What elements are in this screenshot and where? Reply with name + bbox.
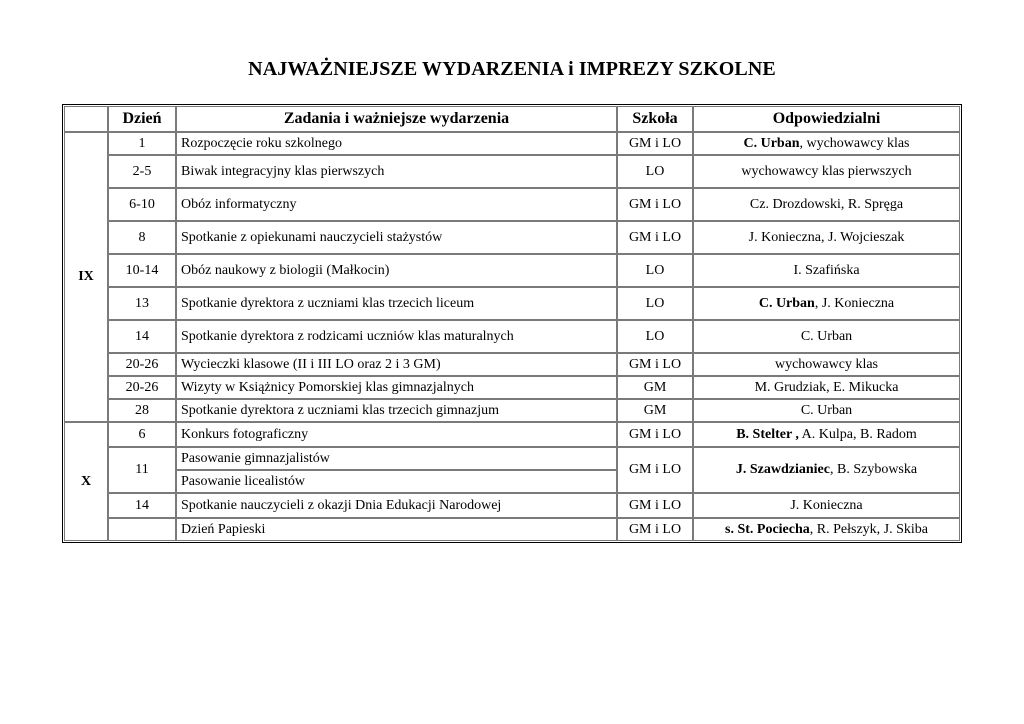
events-table-grid bbox=[64, 106, 960, 541]
page-title: NAJWAŻNIEJSZE WYDARZENIA i IMPREZY SZKOLNE bbox=[248, 58, 776, 80]
table-row bbox=[64, 320, 960, 353]
day-cell: 6-10 bbox=[108, 188, 176, 221]
day-cell: 14 bbox=[108, 320, 176, 353]
table-header-row bbox=[64, 106, 960, 132]
responsible-cell bbox=[693, 287, 960, 320]
responsible-rest: wychowawcy klas pierwszych bbox=[741, 163, 912, 179]
table-row bbox=[64, 353, 960, 376]
school-cell: LO bbox=[617, 155, 693, 188]
table-row bbox=[64, 188, 960, 221]
task-cell: Dzień Papieski bbox=[176, 518, 617, 541]
responsible-rest: I. Szafińska bbox=[793, 262, 860, 278]
school-cell: GM bbox=[617, 399, 693, 422]
responsible-cell bbox=[693, 447, 960, 493]
task-cell: Wycieczki klasowe (II i III LO oraz 2 i 3 GM) bbox=[176, 353, 617, 376]
table-row bbox=[64, 447, 960, 470]
day-cell: 10-14 bbox=[108, 254, 176, 287]
day-cell: 8 bbox=[108, 221, 176, 254]
task-cell: Rozpoczęcie roku szkolnego bbox=[176, 132, 617, 155]
events-table bbox=[62, 104, 962, 543]
responsible-rest: Cz. Drozdowski, R. Spręga bbox=[749, 196, 904, 212]
responsible-cell bbox=[693, 254, 960, 287]
school-cell: GM i LO bbox=[617, 132, 693, 155]
responsible-cell bbox=[693, 376, 960, 399]
responsible-cell bbox=[693, 221, 960, 254]
responsible-cell bbox=[693, 493, 960, 518]
task-cell: Biwak integracyjny klas pierwszych bbox=[176, 155, 617, 188]
month-cell-ix: IX bbox=[64, 132, 108, 422]
task-cell: Spotkanie dyrektora z uczniami klas trzecich liceum bbox=[176, 287, 617, 320]
table-row bbox=[64, 399, 960, 422]
school-cell: GM i LO bbox=[617, 188, 693, 221]
task-cell: Spotkanie z opiekunami nauczycieli stażystów bbox=[176, 221, 617, 254]
responsible-rest: , B. Szybowska bbox=[829, 462, 918, 477]
day-cell: 20-26 bbox=[108, 353, 176, 376]
task-cell: Pasowanie licealistów bbox=[176, 470, 617, 493]
responsible-rest: , J. Konieczna bbox=[814, 295, 895, 311]
school-cell: GM bbox=[617, 376, 693, 399]
task-cell: Konkurs fotograficzny bbox=[176, 422, 617, 447]
table-row bbox=[64, 132, 960, 155]
responsible-rest: , R. Pełszyk, J. Skiba bbox=[809, 521, 928, 537]
day-cell: 1 bbox=[108, 132, 176, 155]
month-cell-x: X bbox=[64, 422, 108, 541]
header-responsible: Odpowiedzialni bbox=[693, 106, 960, 132]
responsible-rest: J. Konieczna bbox=[790, 497, 863, 513]
responsible-rest: J. Konieczna, J. Wojcieszak bbox=[748, 229, 905, 245]
responsible-bold: J. Szawdzianiec bbox=[735, 462, 830, 477]
day-cell: 11 bbox=[108, 447, 176, 493]
task-cell: Pasowanie gimnazjalistów bbox=[176, 447, 617, 470]
task-cell: Spotkanie dyrektora z rodzicami uczniów klas maturalnych bbox=[176, 320, 617, 353]
responsible-cell bbox=[693, 399, 960, 422]
responsible-cell bbox=[693, 320, 960, 353]
responsible-rest: M. Grudziak, E. Mikucka bbox=[754, 379, 899, 395]
responsible-cell bbox=[693, 155, 960, 188]
task-cell: Spotkanie dyrektora z uczniami klas trzecich gimnazjum bbox=[176, 399, 617, 422]
responsible-rest: , wychowawcy klas bbox=[799, 135, 910, 151]
responsible-bold: s. St. Pociecha bbox=[725, 521, 810, 537]
school-cell: GM i LO bbox=[617, 493, 693, 518]
school-cell: GM i LO bbox=[617, 447, 693, 493]
responsible-cell bbox=[693, 518, 960, 541]
task-cell: Obóz naukowy z biologii (Małkocin) bbox=[176, 254, 617, 287]
school-cell: LO bbox=[617, 254, 693, 287]
header-school: Szkoła bbox=[617, 106, 693, 132]
responsible-bold: C. Urban bbox=[758, 295, 815, 311]
school-cell: GM i LO bbox=[617, 422, 693, 447]
responsible-cell bbox=[693, 132, 960, 155]
school-cell: LO bbox=[617, 287, 693, 320]
day-cell: 6 bbox=[108, 422, 176, 447]
responsible-bold: B. Stelter , bbox=[736, 426, 799, 442]
header-day: Dzień bbox=[108, 106, 176, 132]
day-cell: 28 bbox=[108, 399, 176, 422]
responsible-cell bbox=[693, 422, 960, 447]
responsible-bold: C. Urban bbox=[743, 135, 800, 151]
table-row bbox=[64, 422, 960, 447]
responsible-rest: C. Urban bbox=[800, 402, 853, 418]
table-row bbox=[64, 221, 960, 254]
responsible-cell bbox=[693, 353, 960, 376]
school-cell: LO bbox=[617, 320, 693, 353]
responsible-rest: C. Urban bbox=[800, 328, 853, 344]
table-row bbox=[64, 287, 960, 320]
day-cell bbox=[108, 518, 176, 541]
table-row bbox=[64, 376, 960, 399]
day-cell: 2-5 bbox=[108, 155, 176, 188]
table-row bbox=[64, 493, 960, 518]
header-task: Zadania i ważniejsze wydarzenia bbox=[176, 106, 617, 132]
responsible-cell bbox=[693, 188, 960, 221]
table-row bbox=[64, 518, 960, 541]
day-cell: 13 bbox=[108, 287, 176, 320]
table-row bbox=[64, 254, 960, 287]
task-cell: Obóz informatyczny bbox=[176, 188, 617, 221]
task-cell: Spotkanie nauczycieli z okazji Dnia Edukacji Narodowej bbox=[176, 493, 617, 518]
school-cell: GM i LO bbox=[617, 221, 693, 254]
school-cell: GM i LO bbox=[617, 518, 693, 541]
task-cell: Wizyty w Książnicy Pomorskiej klas gimnazjalnych bbox=[176, 376, 617, 399]
responsible-rest: A. Kulpa, B. Radom bbox=[798, 426, 917, 442]
responsible-rest: wychowawcy klas bbox=[774, 356, 879, 372]
day-cell: 20-26 bbox=[108, 376, 176, 399]
day-cell: 14 bbox=[108, 493, 176, 518]
table-row bbox=[64, 155, 960, 188]
school-cell: GM i LO bbox=[617, 353, 693, 376]
header-month bbox=[64, 106, 108, 132]
